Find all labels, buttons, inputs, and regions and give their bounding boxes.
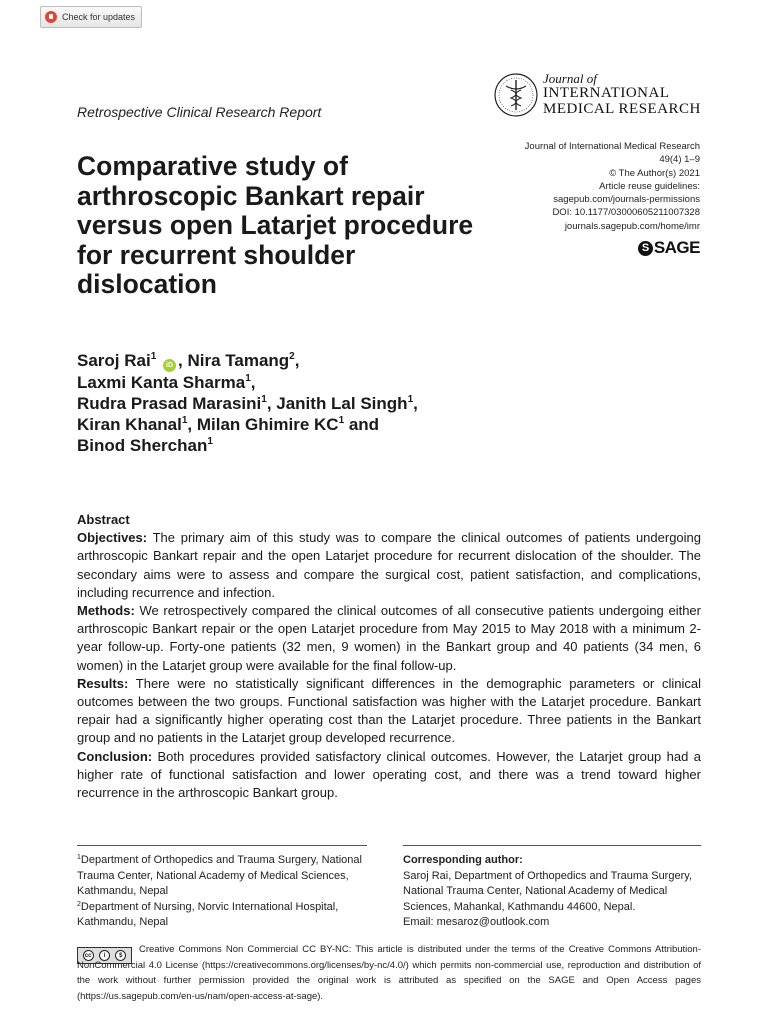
author-name: Kiran Khanal — [77, 415, 182, 434]
by-icon: i — [99, 950, 110, 961]
doi-link[interactable]: DOI: 10.1177/03000605211007328 — [552, 207, 700, 219]
affiliation-text: Department of Orthopedics and Trauma Surgery, National Trauma Center, National Academy of Medical Sciences, Kathmandu, Nepal — [77, 854, 362, 898]
author-name: Milan Ghimire KC — [196, 415, 339, 434]
corresponding-author-heading: Corresponding author: — [403, 854, 523, 866]
publisher-name: SAGE — [653, 238, 700, 257]
journal-name-line2: MEDICAL RESEARCH — [543, 100, 701, 117]
article-metadata — [525, 140, 700, 233]
author-affiliation-sup: 2 — [289, 351, 295, 362]
author-affiliation-sup: 1 — [207, 436, 213, 447]
author-affiliation-sup: 1 — [150, 351, 157, 362]
abstract-section-text: The primary aim of this study was to compare the clinical outcomes of patients undergoing arthroscopic Bankart repair and the open Latarjet procedure for recurrent dislocation of the shoulder. The secondary aims were to assess and compare the surgical cost, patient satisfaction, and complications, including recurrence and infection. — [77, 530, 701, 600]
license-text — [77, 942, 701, 1004]
license-body: Creative Commons Non Commercial CC BY-NC: This article is distributed under the terms of the Creative Commons Attribution-NonCommercial 4.0 License (https://creativecommons.org/licenses/by-nc/4.0/) which permits non-commercial use, reproduction and distribution of the work without further permission provided the original work is attributed as specified on the SAGE and Open Access pages (https://us.sagepub.com/en-us/nam/open-access-at-sage). — [77, 944, 701, 1002]
affiliation-sup: 1 — [77, 854, 81, 861]
author-separator: , — [266, 394, 277, 413]
report-type: Retrospective Clinical Research Report — [77, 104, 322, 120]
affiliations — [77, 853, 377, 931]
volume-pages: 49(4) 1–9 — [659, 154, 700, 166]
author-affiliation-sup: 1 — [261, 394, 267, 405]
corresponding-divider — [403, 845, 701, 846]
author-affiliation-sup: 1 — [407, 394, 414, 405]
caduceus-emblem-icon — [493, 72, 539, 118]
affiliation-item — [77, 853, 377, 900]
affiliation-divider — [77, 845, 367, 846]
sage-s-icon: S — [638, 241, 653, 256]
reuse-guidelines-label: Article reuse guidelines: — [599, 180, 700, 192]
author-name: Saroj Rai — [77, 351, 151, 370]
reuse-guidelines-link[interactable]: sagepub.com/journals-permissions — [553, 194, 700, 206]
journal-full-name: Journal of International Medical Research — [524, 141, 700, 152]
abstract — [77, 511, 701, 802]
affiliation-text: Department of Nursing, Norvic International Hospital, Kathmandu, Nepal — [77, 900, 339, 929]
abstract-section-label: Methods: — [77, 603, 135, 619]
sage-logo — [638, 238, 700, 258]
author-name: Nira Tamang — [187, 351, 290, 370]
article-title: Comparative study of arthroscopic Bankart repair versus open Latarjet procedure for recurrent shoulder dislocation — [77, 151, 474, 299]
copyright: © The Author(s) 2021 — [609, 167, 700, 179]
abstract-results — [77, 675, 701, 748]
author-name: Rudra Prasad Marasini — [77, 394, 262, 413]
cc-icon: cc — [83, 950, 94, 961]
journal-name-of: Journal of — [543, 71, 597, 87]
orcid-icon[interactable]: iD — [163, 359, 176, 372]
affiliation-item — [77, 900, 377, 931]
author-separator: , — [413, 394, 418, 413]
corresponding-author-text: Saroj Rai, Department of Orthopedics and Trauma Surgery, National Trauma Center, National Academy of Medical Sciences, Mahankal, Kathmandu 44600, Nepal. — [403, 869, 692, 913]
author-affiliation-sup: 1 — [181, 415, 188, 426]
journal-logo — [493, 72, 701, 118]
abstract-section-text: Both procedures provided satisfactory clinical outcomes. However, the Latarjet group had a higher rate of functional satisfaction and lower operating cost, and there was a trend toward higher recurrence in the arthroscopic Bankart group. — [77, 748, 701, 801]
author-name: Janith Lal Singh — [276, 394, 408, 413]
abstract-section-text: We retrospectively compared the clinical outcomes of all consecutive patients undergoing either arthroscopic Bankart repair or the open Latarjet procedure from May 2015 to May 2018 with a minimum 2-year follow-up. Forty-one patients (32 men, 9 women) in the Bankart group and 40 patients (34 men, 6 women) in the Latarjet group were available for the final follow-up. — [77, 603, 701, 673]
update-icon — [45, 11, 57, 23]
author-separator: , — [178, 351, 188, 370]
abstract-objectives — [77, 529, 701, 602]
corresponding-author — [403, 853, 703, 931]
abstract-conclusion — [77, 748, 701, 803]
journal-home-link[interactable]: journals.sagepub.com/home/imr — [564, 220, 700, 232]
check-for-updates-button[interactable] — [40, 6, 142, 28]
corresponding-author-email[interactable]: Email: mesaroz@outlook.com — [403, 916, 550, 929]
author-affiliation-sup: 1 — [245, 373, 251, 384]
author-name: Laxmi Kanta Sharma — [77, 373, 246, 392]
abstract-section-text: There were no statistically significant differences in the demographic parameters or clinical outcomes between the two groups. Functional satisfaction was higher with the Latarjet procedure. Bankart repair had a significantly higher operating cost than the Latarjet procedure. Three patients in the Bankart group and no patients in the Latarjet group developed recurrence. — [77, 675, 701, 746]
journal-name-line1: INTERNATIONAL — [543, 85, 670, 102]
author-separator: , — [294, 351, 300, 370]
nc-icon: $ — [115, 950, 126, 961]
author-affiliation-sup: 1 — [338, 415, 345, 426]
check-for-updates-label: Check for updates — [62, 12, 136, 22]
author-list — [77, 350, 477, 456]
affiliation-sup: 2 — [77, 900, 81, 908]
author-name: Binod Sherchan — [77, 436, 208, 455]
abstract-methods — [77, 602, 701, 675]
abstract-heading: Abstract — [77, 512, 130, 527]
author-separator: , — [250, 373, 256, 392]
author-separator: , — [187, 415, 197, 434]
abstract-section-label: Results: — [77, 675, 129, 691]
author-separator: and — [344, 415, 380, 434]
abstract-section-label: Conclusion: — [77, 748, 153, 764]
abstract-section-label: Objectives: — [77, 530, 148, 546]
